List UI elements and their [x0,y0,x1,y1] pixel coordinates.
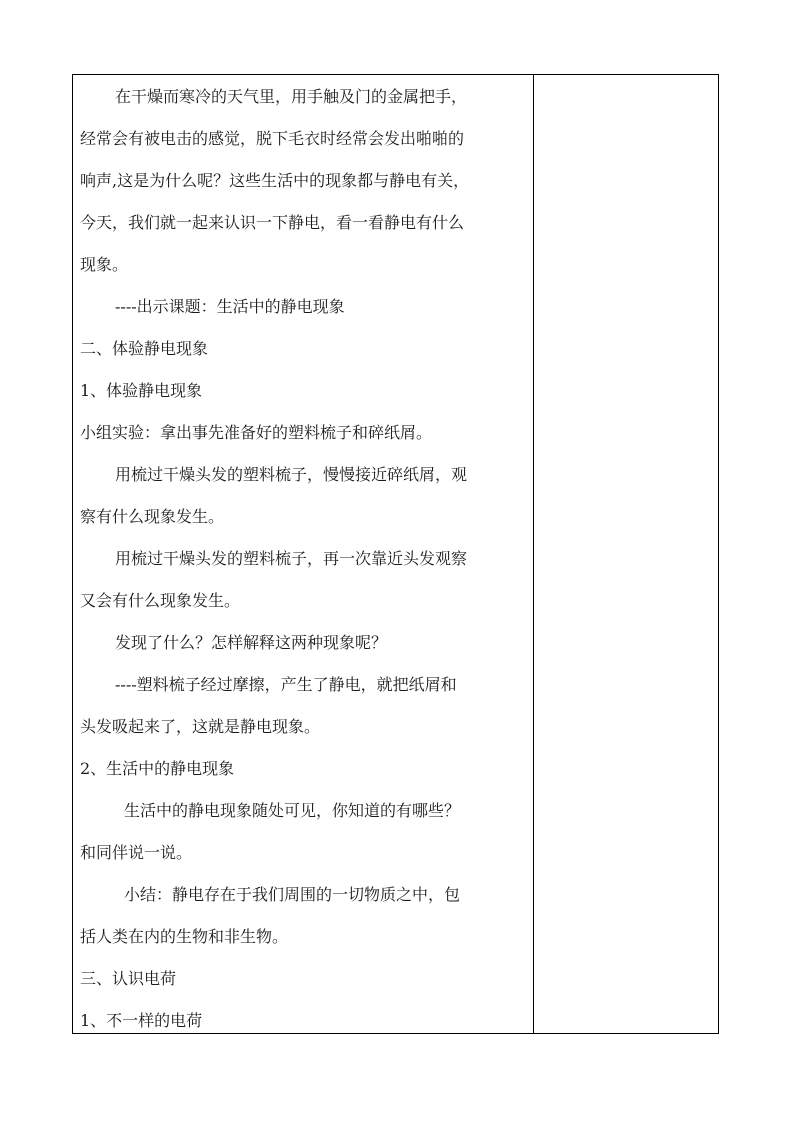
text-line: 今天，我们就一起来认识一下静电，看一看静电有什么 [80,213,465,232]
text-line: ----出示课题：生活中的静电现象 [115,297,345,316]
text-line: 三、认识电荷 [80,969,177,988]
text-line: 现象。 [80,255,129,274]
text-line: 小结：静电存在于我们周围的一切物质之中，包 [124,885,461,904]
text-line: 1、不一样的电荷 [80,1011,203,1030]
text-line: 发现了什么？怎样解释这两种现象呢？ [115,633,388,652]
notes-cell [534,75,718,1033]
text-line: 头发吸起来了，这就是静电现象。 [80,717,321,736]
lesson-content-cell [73,75,534,1033]
text-line: 响声,这是为什么呢？这些生活中的现象都与静电有关， [80,171,470,190]
text-line: 用梳过干燥头发的塑料梳子，再一次靠近头发观察 [115,549,468,568]
text-line: ----塑料梳子经过摩擦，产生了静电，就把纸屑和 [115,675,457,694]
text-line: 又会有什么现象发生。 [80,591,241,610]
text-line: 二、体验静电现象 [80,339,209,358]
text-line: 察有什么现象发生。 [80,507,225,526]
text-line: 1、体验静电现象 [80,381,203,400]
text-line: 在干燥而寒冷的天气里，用手触及门的金属把手， [115,87,468,106]
text-line: 用梳过干燥头发的塑料梳子，慢慢接近碎纸屑，观 [115,465,468,484]
text-line: 生活中的静电现象随处可见，你知道的有哪些？ [124,801,461,820]
text-line: 和同伴说一说。 [80,843,193,862]
text-line: 经常会有被电击的感觉，脱下毛衣时经常会发出啪啪的 [80,129,465,148]
text-line: 2、生活中的静电现象 [80,759,235,778]
text-line: 小组实验：拿出事先准备好的塑料梳子和碎纸屑。 [80,423,433,442]
lesson-table [72,74,719,1034]
text-line: 括人类在内的生物和非生物。 [80,927,289,946]
